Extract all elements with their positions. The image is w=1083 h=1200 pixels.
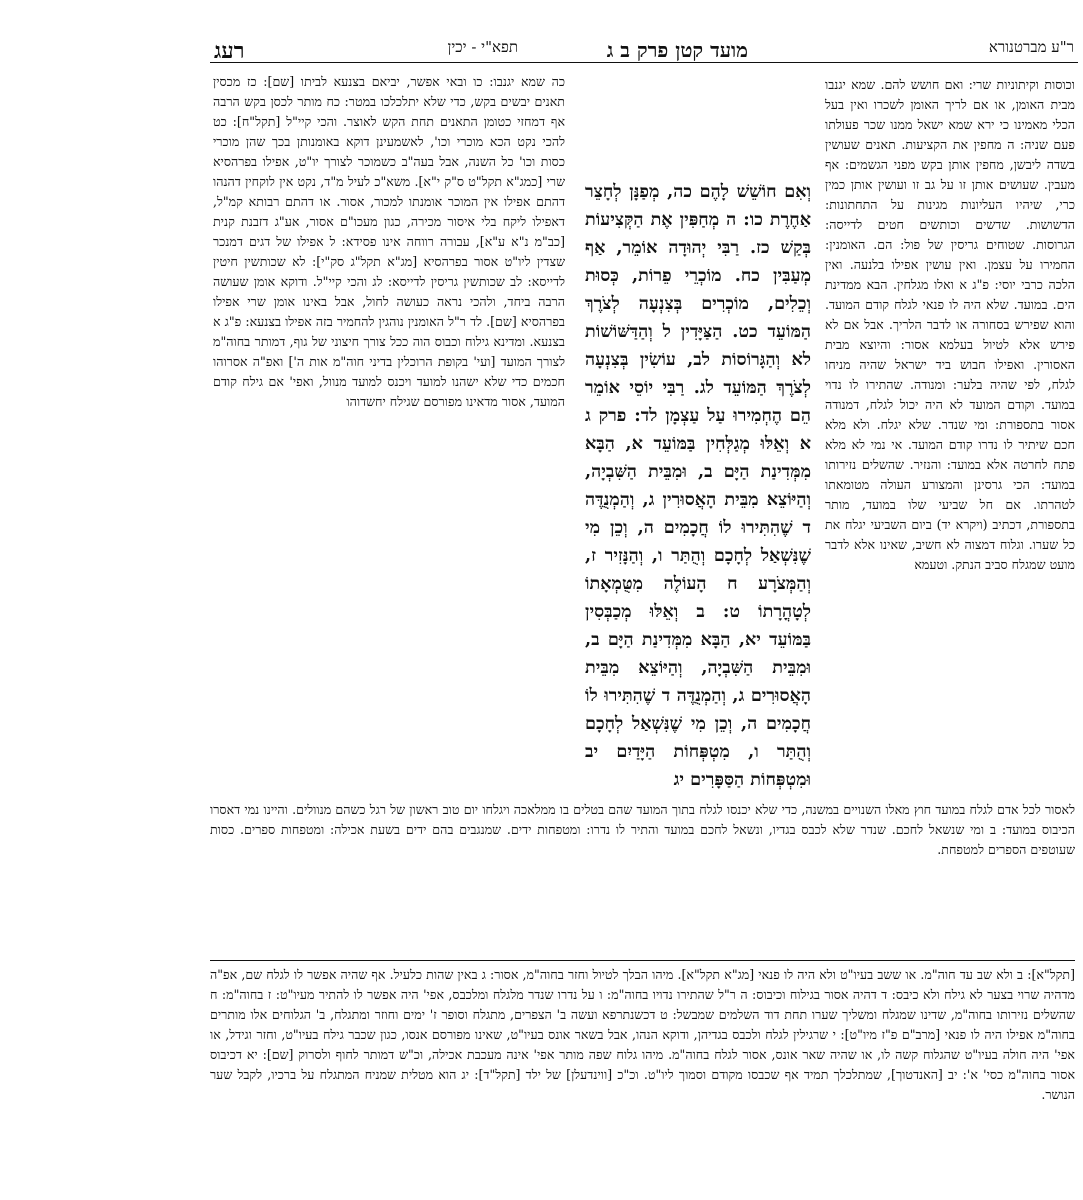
bartenura-column — [825, 75, 1075, 575]
tractate-title: מועד קטן פרק ב ג — [606, 38, 748, 62]
yachin-bottom-text: [תקל"א]: ב ולא שב עד חוה"מ. או ששב בעיו"ט ולא היה לו פנאי [מג"א תקל"א]. מיהו הבלך לטיול וחזר בחוה"מ, אסור: ג באין שהות כלעיל. אף שהיה אפשר לו לגלח שם, אפ"ה מדהיה שרוי בצער לא גילח ולא כיבס: ד דהיה אסור בגילוח וכיבוס: ה ר"ל שהתירו נדויו בחוה"מ: ו על נדרו שנדר מלגלח ומלכבס, אפי' היה אפשר לו להתיר מעיו"ט: ז בחוה"מ: ח שהשלים נזירותו בחוה"מ, שדינו שמגלח ומשליך שערו תחת דוד השלמים שמבשל: ט דכשנתרפא ועשה ב' הצפרים, מתגלח וסופר ז' ימים וחוזר ומתגלח, ב' הגלוחים אלו מותרים בחוה"מ אפילו היה לו פנאי [מרב"ם פ"ז מיו"ט]: י שרגילין לגלח ולכבס בגדיהן, ודוקא הנהו, אבל בשאר אונס בעיו"ט, שאינו מפורסם אנסו, כגון שכבר גילח בעיו"ט, וחזר וגידל, או אפי' היה חולה בעיו"ט שהגלוח קשה לו, או שהיה שאר אונס, אסור לגלח בחוה"מ. מיהו גלוח שפה מותר אפי' אינה מעכבת אכילה, וכ"ש דמותר לחוף ולסרוק [שם]: יא דכיבוס אסור בחוה"מ כסי' א': יב [האנדטוך], שמתלכלך תמיד אף שכבסו מקודם וסמוך ליו"ט. וכ"כ [ווינדעלן] של ילד [תקל"ד]: יג הוא מטלית שמניח המתגלח על ברכיו, לקבל שער הנושר. — [210, 967, 1075, 1102]
page-header — [210, 36, 1078, 63]
yachin-column — [213, 72, 565, 412]
page-number: רעג — [214, 38, 245, 64]
bartenura-bottom-block — [210, 800, 1075, 860]
yachin-text: כה שמא יגנבו: כו ובאי אפשר, יביאם בצנעא לביתו [שם]: כז מכסין תאנים יבשים בקש, כדי שלא יתלכלכו במטר: כח מותר לכסן בקש הרבה אף דמחזי כטומן התאנים תחת הקש לאוצר. והכי קיי"ל [תקל"ח]: כט להכי נקט הכא מוכרי וכו', לאשמעינן דוקא באומנותן בכך שהן מוכרי כסות וכו' כל השנה, אבל בעה"ב כשמוכר לצורך יו"ט, אפילו בפרהסיא שרי [כמג"א תקל"ט ס"ק י"א]. משא"כ לעיל מ"ד, נקט אין לוקחין דהנהו דהתם אפילו אין המוכר אומנתו למכור, אסור. או דהתם רבותא קמ"ל, דאפילו ליקח בלי איסור מכירה, כגון מעכו"ם אסור, אע"ג דזבנת קנית [כב"מ נ"א ע"א], עבורה רווחה אינו פסידא: ל אפילו של דגים דמנכר שצדין ליו"ט אסור בפרהסיא [מג"א תקל"ג סק"י]: לא שכותשין חיטין לדייסא: לב שכותשין גריסין לדייסא: לג והכי קיי"ל. ודוקא אומן שעושה הרבה ביחד, ולהכי נראה כעושה לחול, אבל באינו אומן שרי אפילו בפרהסיא [שם]. לד ר"ל האומנין נוהגין להחמיר בזה אפילו בצנעא: פ"ג א בצנעא. ומדינא גילוח וכבוס הוה ככל צורך חיצוני של גוף, דמותר בחוה"מ לצורך המועד [ועי' בקופת הרוכלין בדיני חוה"מ אות ה'] ואפ"ה אסרוהו חכמים כדי שלא ישהנו למועד ויכנס למועד מנוול, ואפי' אם גילח קודם המועד, אסור מדאינו מפורסם שגילח יחשדוהו — [213, 74, 565, 409]
bartenura-text: וכוסות וקיתוניות שרי: ואם חושש להם. שמא יגנבו מבית האומן, או אם לריך האומן לשכרו ואין בעל הכלי מאמינו כי ירא שמא ישאל ממנו שכר פעולתו פעם שניה: ה מחפין את הקציעות. תאנים שעושין בשדה ליבשן, מחפין אותן בקש מפני הגשמים: אף מעבין. שעושים אותן זו על גב זו ועושין אותן כמין כרי, שיהיו העליונות מגינות על התחתונות: הדשושות. שדשים וכותשים חטים לדייסה: הגרוסות. שטוחים גריסין של פול: הם. האומנין: החמירו על עצמן. ואין עושין אפילו בלנעה. ואין הלכה כרבי יוסי: פ"ג א ואלו מגלחין. הבא ממדינת הים. במועד. שלא היה לו פנאי לגלח קודם המועד. והוא שפירש בסחורה או לדבר הלריך. אבל אם לא פירש אלא לטיול בעלמא אסור: והיוצא מבית האסורין. ואפילו חבוש ביד ישראל שהיה מניחו לגלח, לפי שהיה בלער: ומנודה. שהתירו לו נדוי במועד. וקודם המועד לא היה יכול לגלח, דמנודה אסור בתספורת: ומי שנדר. שלא יגלח. ולא מלא חכם שיתיר לו נדרו קודם המועד. אי נמי לא מלא פתח לחרטה אלא במועד: והנזיר. שהשלים נזירותו במועד: הכי גרסינן והמצורע העולה מטומאתו לטהרתו. אם חל שביעי שלו במועד, מותר בתספורת, דכתיב (ויקרא יד) ביום השביעי יגלח את כל שערו. וגלוח דמצוה לא חשיב, שאינו אלא לדבר מועט שמגלח סביב הנתק. וטעמא — [825, 77, 1075, 572]
mishnah-column — [585, 178, 811, 794]
yachin-bottom-block — [210, 960, 1075, 1105]
commentator-name: ר"ע מברטנורא — [988, 38, 1074, 56]
bartenura-bottom-text: לאסור לכל אדם לגלח במועד חוץ מאלו השנויים במשנה, כדי שלא יכנסו לגלח בתוך המועד שהם בטלים בו ממלאכה ויגלחו יום טוב ראשון של רגל כשהם מנוולים. והיינו נמי דאסרו הכיבוס במועד: ב ומי שנשאל לחכם. שנדר שלא לכבס בגדיו, ונשאל לחכם במועד והתיר לו נדרו: ומטפחות ידים. שמנגבים בהם ידים בשעת אכילה: ומטפחות ספרים. כסות שעוטפים הספרים למטפחת. — [210, 802, 1075, 857]
yachin-stamp: תפא"י - יכין — [447, 38, 518, 56]
mishnah-text: וְאִם חוֹשֵׁשׁ לָהֶם כה, מְפַנָּן לְחָצֵר אַחֶרֶת כו: ה מְחַפִּין אֶת הַקְּצִיעוֹת בְּקַשׁ כז. רַבִּי יְהוּדָה אוֹמֵר, אַף מְעַבִּין כח. מוֹכְרֵי פֵרוֹת, כְּסוּת וְכֵלִים, מוֹכְרִים בְּצִנְעָה לְצֹרֶךְ הַמּוֹעֵד כט. הַצַּיָּדִין ל וְהַדַּשּׁוֹשׁוֹת לא וְהַגָּרוֹסוֹת לב, עוֹשִׂין בְּצִנְעָה לְצֹרֶךְ הַמּוֹעֵד לג. רַבִּי יוֹסֵי אוֹמֵר הֵם הֶחְמִירוּ עַל עַצְמָן לד: פרק ג א וְאֵלּוּ מְגַלְּחִין בַּמּוֹעֵד א, הַבָּא מִמְּדִינַת הַיָּם ב, וּמִבֵּית הַשִּׁבְיָה, וְהַיּוֹצֵא מִבֵּית הָאֲסוּרִין ג, וְהַמְנֻדֶּה ד שֶׁהִתִּירוּ לוֹ חֲכָמִים ה, וְכֵן מִי שֶׁנִּשְׁאַל לְחָכָם וְהֻתַּר ו, וְהַנָּזִיר ז, וְהַמְּצֹרָע ח הָעוֹלֶה מִטֻּמְאָתוֹ לְטָהֳרָתוֹ ט: ב וְאֵלּוּ מְכַבְּסִין בַּמּוֹעֵד יא, הַבָּא מִמְּדִינַת הַיָּם ב, וּמִבֵּית הַשִּׁבְיָה, וְהַיּוֹצֵא מִבֵּית הָאֲסוּרִים ג, וְהַמְנֻדֶּה ד שֶׁהִתִּירוּ לוֹ חֲכָמִים ה, וְכֵן מִי שֶׁנִּשְׁאַל לְחָכָם וְהֻתַּר ו, מִטְפְּחוֹת הַיָּדַיִם יב וּמִטְפְּחוֹת הַסַּפָּרִים יג — [585, 181, 811, 790]
